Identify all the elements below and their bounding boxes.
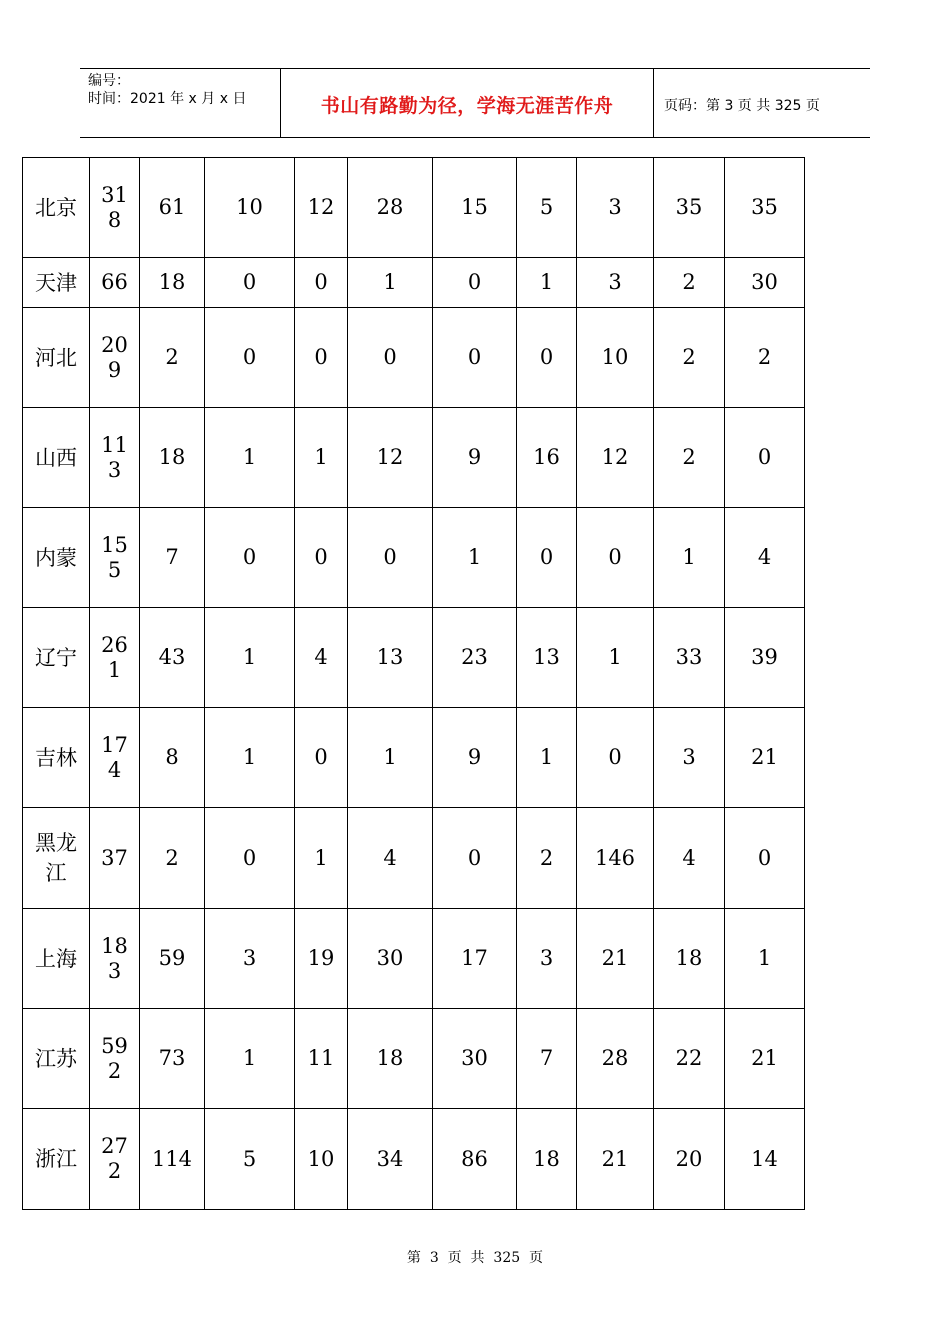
value-cell: 18	[140, 408, 205, 508]
value-cell: 4	[725, 508, 805, 608]
value-cell: 1	[654, 508, 725, 608]
value-cell: 0	[517, 508, 577, 608]
value-cell: 4	[295, 608, 348, 708]
value-cell: 12	[577, 408, 654, 508]
total-cell: 37	[90, 808, 140, 909]
value-cell: 0	[433, 308, 517, 408]
value-cell: 114	[140, 1109, 205, 1210]
value-cell: 34	[348, 1109, 433, 1210]
value-cell: 21	[577, 909, 654, 1009]
province-cell: 上海	[23, 909, 90, 1009]
total-cell: 272	[90, 1109, 140, 1210]
value-cell: 10	[295, 1109, 348, 1210]
value-cell: 10	[577, 308, 654, 408]
value-cell: 35	[725, 158, 805, 258]
table-row	[23, 708, 805, 808]
table-row	[23, 909, 805, 1009]
document-date: 时间：2021 年 x 月 x 日	[88, 91, 247, 107]
header-page-cell	[654, 69, 870, 137]
value-cell: 2	[140, 808, 205, 909]
value-cell: 43	[140, 608, 205, 708]
total-cell: 592	[90, 1009, 140, 1109]
total-cell: 318	[90, 158, 140, 258]
province-cell: 河北	[23, 308, 90, 408]
table-row	[23, 308, 805, 408]
value-cell: 20	[654, 1109, 725, 1210]
total-cell: 261	[90, 608, 140, 708]
value-cell: 2	[517, 808, 577, 909]
value-cell: 0	[295, 708, 348, 808]
value-cell: 13	[517, 608, 577, 708]
value-cell: 1	[517, 708, 577, 808]
value-cell: 3	[577, 158, 654, 258]
province-cell: 吉林	[23, 708, 90, 808]
header-page-info: 页码：第 3 页 共 325 页	[664, 98, 820, 114]
value-cell: 0	[205, 808, 295, 909]
total-cell: 209	[90, 308, 140, 408]
value-cell: 16	[517, 408, 577, 508]
value-cell: 17	[433, 909, 517, 1009]
table-body	[23, 158, 805, 1210]
province-cell: 内蒙	[23, 508, 90, 608]
value-cell: 33	[654, 608, 725, 708]
value-cell: 1	[348, 708, 433, 808]
value-cell: 2	[654, 258, 725, 308]
table-row	[23, 408, 805, 508]
value-cell: 1	[577, 608, 654, 708]
value-cell: 3	[205, 909, 295, 1009]
value-cell: 61	[140, 158, 205, 258]
value-cell: 9	[433, 408, 517, 508]
value-cell: 19	[295, 909, 348, 1009]
value-cell: 0	[205, 258, 295, 308]
province-cell: 黑龙江	[23, 808, 90, 909]
value-cell: 22	[654, 1009, 725, 1109]
value-cell: 7	[517, 1009, 577, 1109]
document-number-label: 编号：	[88, 73, 130, 89]
value-cell: 0	[348, 308, 433, 408]
value-cell: 2	[140, 308, 205, 408]
value-cell: 28	[348, 158, 433, 258]
header-motto-cell	[281, 69, 654, 137]
value-cell: 3	[517, 909, 577, 1009]
value-cell: 2	[654, 308, 725, 408]
value-cell: 5	[517, 158, 577, 258]
value-cell: 0	[433, 808, 517, 909]
province-cell: 山西	[23, 408, 90, 508]
value-cell: 10	[205, 158, 295, 258]
value-cell: 86	[433, 1109, 517, 1210]
value-cell: 0	[295, 508, 348, 608]
value-cell: 1	[295, 808, 348, 909]
table-row	[23, 158, 805, 258]
province-cell: 北京	[23, 158, 90, 258]
value-cell: 7	[140, 508, 205, 608]
value-cell: 5	[205, 1109, 295, 1210]
province-data-table	[22, 157, 805, 1210]
value-cell: 15	[433, 158, 517, 258]
value-cell: 12	[348, 408, 433, 508]
value-cell: 0	[348, 508, 433, 608]
value-cell: 1	[205, 408, 295, 508]
value-cell: 0	[517, 308, 577, 408]
value-cell: 0	[205, 308, 295, 408]
value-cell: 1	[348, 258, 433, 308]
value-cell: 21	[577, 1109, 654, 1210]
total-cell: 113	[90, 408, 140, 508]
value-cell: 30	[725, 258, 805, 308]
value-cell: 0	[725, 808, 805, 909]
total-cell: 66	[90, 258, 140, 308]
value-cell: 4	[348, 808, 433, 909]
value-cell: 146	[577, 808, 654, 909]
table-row	[23, 258, 805, 308]
value-cell: 18	[348, 1009, 433, 1109]
table-row	[23, 808, 805, 909]
total-cell: 174	[90, 708, 140, 808]
value-cell: 12	[295, 158, 348, 258]
table-row	[23, 1109, 805, 1210]
province-cell: 江苏	[23, 1009, 90, 1109]
page-footer: 第 3 页 共 325 页	[406, 1250, 544, 1266]
value-cell: 0	[725, 408, 805, 508]
value-cell: 1	[205, 1009, 295, 1109]
table-row	[23, 608, 805, 708]
value-cell: 1	[205, 708, 295, 808]
value-cell: 73	[140, 1009, 205, 1109]
value-cell: 8	[140, 708, 205, 808]
total-cell: 155	[90, 508, 140, 608]
value-cell: 0	[433, 258, 517, 308]
table-row	[23, 508, 805, 608]
value-cell: 11	[295, 1009, 348, 1109]
value-cell: 18	[517, 1109, 577, 1210]
value-cell: 13	[348, 608, 433, 708]
value-cell: 2	[725, 308, 805, 408]
total-cell: 183	[90, 909, 140, 1009]
value-cell: 3	[654, 708, 725, 808]
value-cell: 30	[348, 909, 433, 1009]
value-cell: 4	[654, 808, 725, 909]
document-header	[80, 68, 870, 138]
value-cell: 1	[725, 909, 805, 1009]
value-cell: 0	[577, 508, 654, 608]
value-cell: 30	[433, 1009, 517, 1109]
value-cell: 2	[654, 408, 725, 508]
value-cell: 59	[140, 909, 205, 1009]
value-cell: 3	[577, 258, 654, 308]
value-cell: 23	[433, 608, 517, 708]
motto-text: 书山有路勤为径，学海无涯苦作舟	[320, 95, 614, 117]
value-cell: 0	[295, 308, 348, 408]
value-cell: 1	[433, 508, 517, 608]
value-cell: 1	[517, 258, 577, 308]
value-cell: 21	[725, 1009, 805, 1109]
value-cell: 0	[577, 708, 654, 808]
value-cell: 21	[725, 708, 805, 808]
value-cell: 18	[654, 909, 725, 1009]
value-cell: 0	[295, 258, 348, 308]
header-meta-cell	[80, 69, 281, 137]
value-cell: 35	[654, 158, 725, 258]
value-cell: 28	[577, 1009, 654, 1109]
value-cell: 1	[205, 608, 295, 708]
value-cell: 39	[725, 608, 805, 708]
value-cell: 18	[140, 258, 205, 308]
province-cell: 天津	[23, 258, 90, 308]
value-cell: 9	[433, 708, 517, 808]
value-cell: 1	[295, 408, 348, 508]
table-row	[23, 1009, 805, 1109]
value-cell: 14	[725, 1109, 805, 1210]
province-cell: 浙江	[23, 1109, 90, 1210]
value-cell: 0	[205, 508, 295, 608]
province-cell: 辽宁	[23, 608, 90, 708]
